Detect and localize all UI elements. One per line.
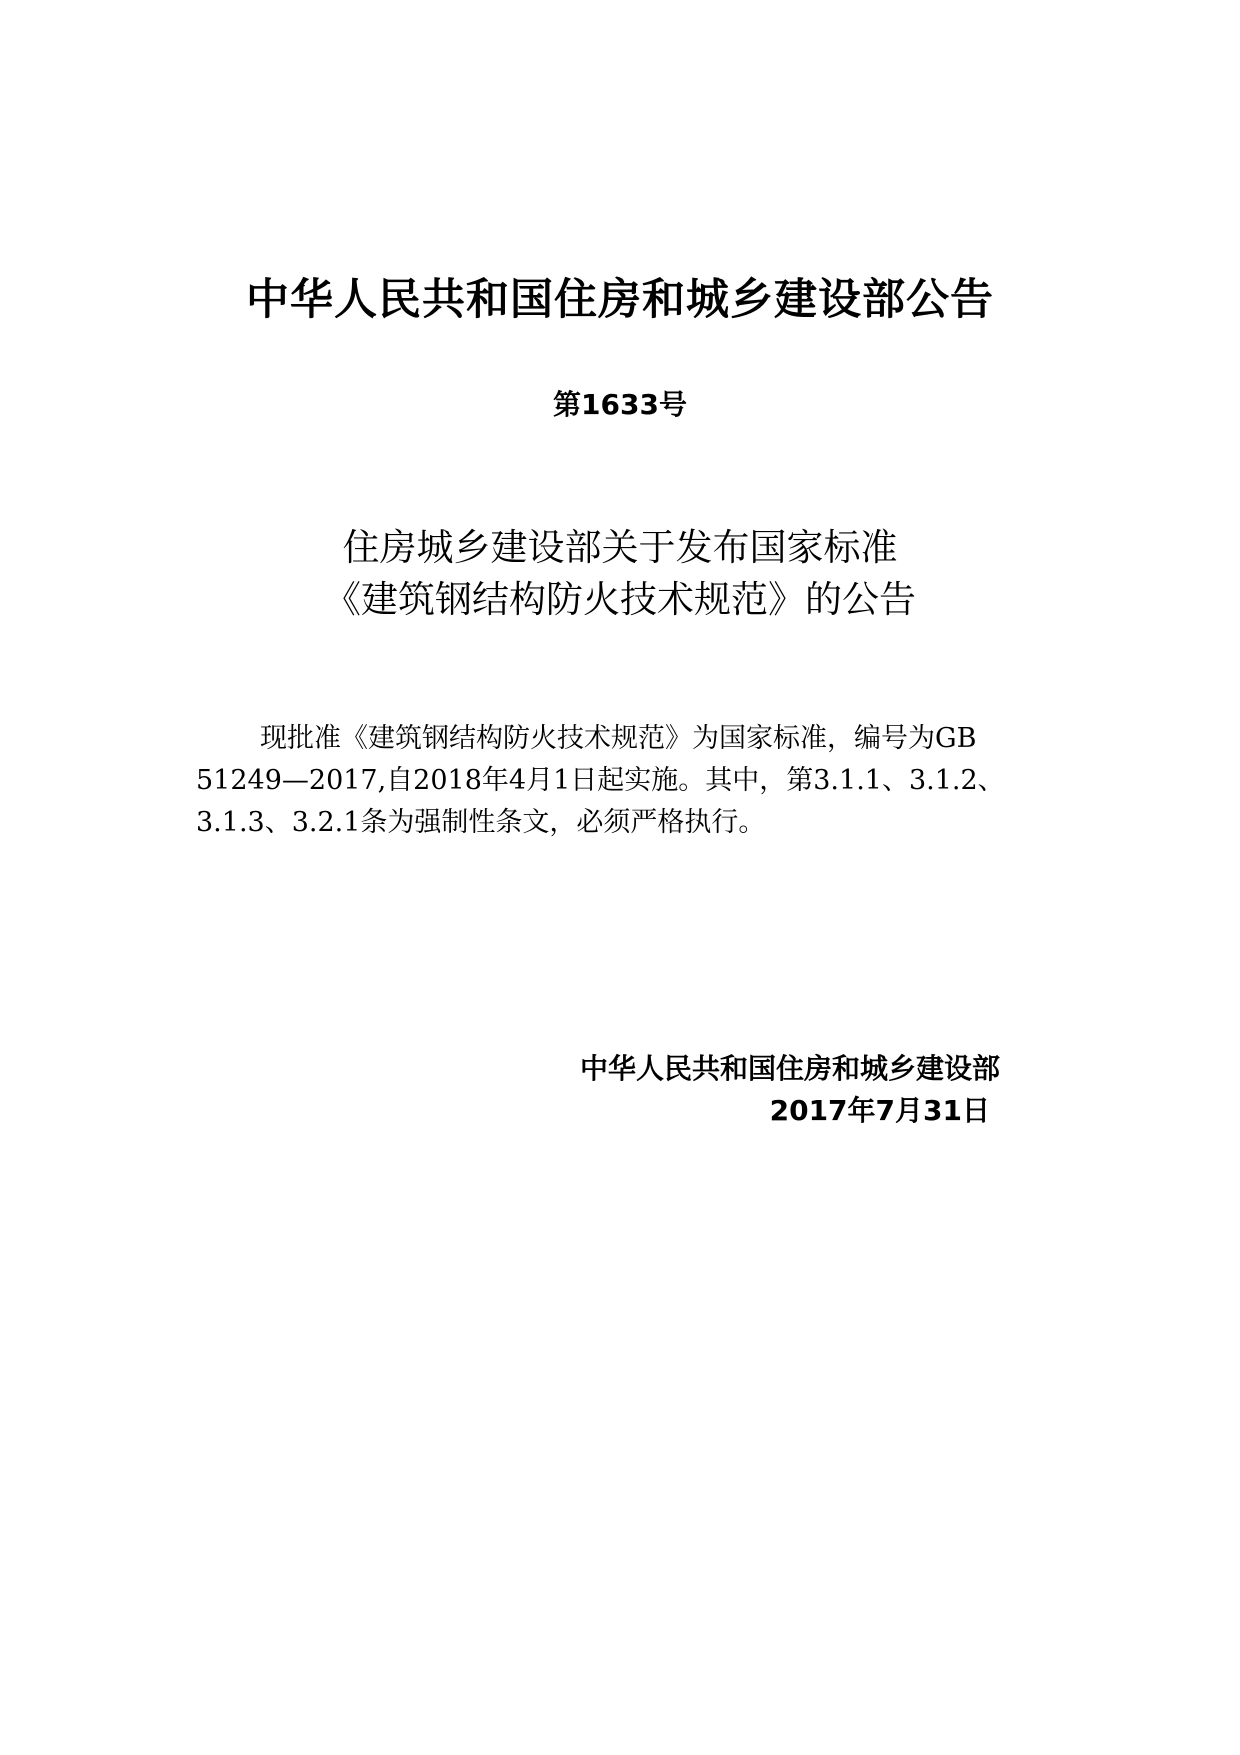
notice-number: 第1633号 <box>553 388 687 421</box>
body-line: 3.1.3、3.2.1条为强制性条文，必须严格执行。 <box>196 807 766 838</box>
issuer-title: 中华人民共和国住房和城乡建设部公告 <box>246 275 994 325</box>
notice-subject-line: 住房城乡建设部关于发布国家标准 <box>342 526 898 569</box>
signature-issuer: 中华人民共和国住房和城乡建设部 <box>579 1052 1000 1085</box>
signature-date: 2017年7月31日 <box>769 1094 990 1127</box>
signature-block <box>360 1048 1000 1132</box>
notice-subject-line: 《建筑钢结构防火技术规范》的公告 <box>324 578 916 621</box>
notice-subject <box>0 522 1240 626</box>
body-line: 51249—2017,自2018年4月1日起实施。其中，第3.1.1、3.1.2、 <box>196 765 1005 796</box>
notice-body <box>196 718 1076 844</box>
body-line: 现批准《建筑钢结构防火技术规范》为国家标准，编号为GB <box>260 723 977 754</box>
